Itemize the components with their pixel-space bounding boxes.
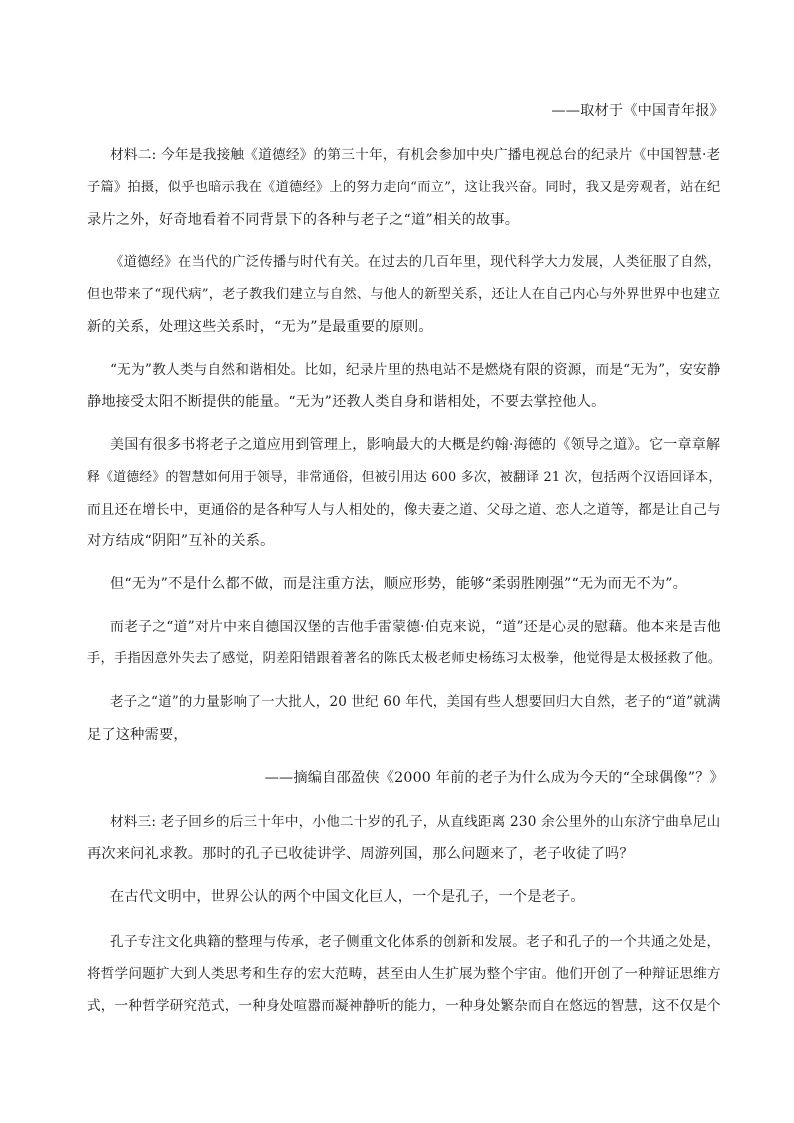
paragraph-line: 而且还在增长中，更通俗的是各种写人与人相处的，像夫妻之道、父母之道、恋人之道等，都是让自己与: [87, 502, 721, 518]
paragraph-line: 子篇》拍摄，似乎也暗示我在《道德经》上的努力走向“而立”，这让我兴奋。同时，我又是旁观者，站在纪: [87, 180, 721, 195]
paragraph-line: 录片之外，好奇地看着不同背景下的各种与老子之“道”相关的故事。: [87, 212, 520, 228]
paragraph-line: 新的关系，处理这些关系时，“无为”是最重要的原则。: [87, 319, 433, 335]
paragraph-line: 在古代文明中，世界公认的两个中国文化巨人，一个是孔子，一个是老子。: [110, 889, 585, 905]
paragraph-line: 足了这种需要，: [87, 727, 188, 743]
paragraph-line: 材料三: 老子回乡的后三十年中，小他二十岁的孔子，从直线距离 230 余公里外的山东济宁曲阜尼山: [110, 814, 721, 830]
paragraph-line: 但也带来了“现代病”，老子教我们建立与自然、与他人的新型关系，还让人在自己内心与外界世界中也建立: [87, 287, 721, 302]
source-citation: ——摘编自邵盈侠《2000 年前的老子为什么成为今天的“全球偶像”？》: [264, 770, 724, 786]
paragraph-line: 再次来问礼求教。那时的孔子已收徒讲学、周游列国，那么问题来了，老子收徒了吗？: [87, 846, 634, 862]
paragraph-line: 对方结成“阴阳”互补的关系。: [87, 533, 275, 549]
paragraph-line: 手，手指因意外失去了感觉，阴差阳错跟着著名的陈氏太极老师史杨练习太极拳，他觉得是太极拯救了他。: [87, 651, 722, 666]
paragraph-line: 式，一种哲学研究范式，一种身处喧嚣而凝神静听的能力，一种身处繁杂而自在悠远的智慧，这不仅是个: [87, 998, 721, 1014]
paragraph-line: 《道德经》在当代的广泛传播与时代有关。在过去的几百年里，现代科学大力发展，人类征服了自然，: [110, 255, 721, 270]
paragraph-line: 将哲学问题扩大到人类思考和生存的宏大范畴，甚至由人生扩展为整个宇宙。他们开创了一种辩证思维方: [87, 966, 721, 982]
paragraph-line: 释《道德经》的智慧如何用于领导，非常通俗，但被引用达 600 多次，被翻译 21 次，包括两个汉语回译本，: [87, 470, 722, 485]
paragraph-line: 美国有很多书将老子之道应用到管理上，影响最大的大概是约翰·海德的《领导之道》。它一章章解: [110, 437, 721, 453]
source-citation-top: ——取材于《中国青年报》: [551, 103, 724, 119]
paragraph-line: 材料二: 今年是我接触《道德经》的第三十年，有机会参加中央广播电视总台的纪录片《中国智慧·老: [110, 147, 721, 163]
paragraph-line: 孔子专注文化典籍的整理与传承，老子侧重文化体系的创新和发展。老子和孔子的一个共通之处是，: [110, 934, 721, 950]
paragraph-line: 老子之“道”的力量影响了一大批人，20 世纪 60 年代，美国有些人想要回归大自然，老子的“道”就满: [110, 694, 721, 710]
paragraph-line: 但“无为”不是什么都不做，而是注重方法，顺应形势，能够“柔弱胜刚强”“无为而无不为”。: [110, 576, 688, 592]
paragraph-line: “无为”教人类与自然和谐相处。比如，纪录片里的热电站不是燃烧有限的资源，而是“无为”，安安静: [110, 362, 721, 378]
paragraph-line: 静地接受太阳不断提供的能量。“无为”还教人类自身和谐相处，不要去掌控他人。: [87, 394, 606, 410]
paragraph-line: 而老子之“道”对片中来自德国汉堡的吉他手雷蒙德·伯克来说，“道”还是心灵的慰藉。他本来是吉他: [110, 619, 721, 635]
